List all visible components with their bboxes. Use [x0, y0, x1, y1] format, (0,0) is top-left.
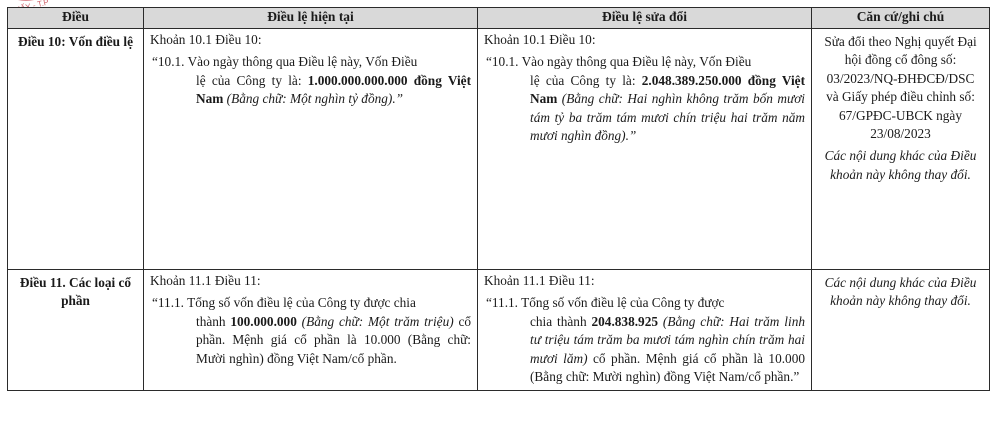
clause-heading: Khoản 11.1 Điều 11:	[150, 273, 261, 288]
clause-heading: Khoản 10.1 Điều 10:	[484, 32, 596, 47]
amended-text-cell	[478, 270, 812, 391]
clause-quote: “10.1. Vào ngày thông qua Điều lệ này, Vốn Điều lệ của Công ty là: 1.000.000.000.000 đồng Việt Nam (Bằng chữ: Một nghìn tỷ đồng).”	[152, 54, 471, 107]
clause-quote: “10.1. Vào ngày thông qua Điều lệ này, Vốn Điều lệ của Công ty là: 2.048.389.250.000 đồng Việt Nam (Bằng chữ: Hai nghìn không trăm bốn mươi tám tỷ ba trăm tám mươi chín triệu hai trăm năm mươi nghìn đồng).”	[486, 54, 805, 144]
clause-heading: Khoản 11.1 Điều 11:	[484, 273, 595, 288]
header-current-charter: Điều lệ hiện tại	[144, 8, 478, 29]
amount-in-words: (Bằng chữ: Hai trăm linh tư triệu tám trăm ba mươi tám nghìn chín trăm hai mươi lăm)	[530, 313, 805, 366]
current-text-cell	[144, 270, 478, 391]
basis-note-cell	[812, 29, 990, 270]
clause-quote: “11.1. Tổng số vốn điều lệ của Công ty được chia thành 204.838.925 (Bằng chữ: Hai trăm linh tư triệu tám trăm ba mươi tám nghìn chín trăm hai mươi lăm) cổ phần. Mệnh giá cổ phần là 10.000 (Bằng chữ: Mười nghìn) đồng Việt Nam/cổ phần.”	[486, 295, 805, 385]
table-row-article-10	[8, 29, 990, 270]
current-text-cell	[144, 29, 478, 270]
charter-capital-amount: 1.000.000.000.000 đồng Việt Nam	[196, 72, 471, 107]
amount-in-words: (Bằng chữ: Một trăm triệu)	[301, 313, 454, 329]
article-cell: Điều 11. Các loại cổ phần	[8, 270, 144, 391]
share-count: 100.000.000	[230, 313, 297, 329]
unchanged-note: Các nội dung khác của Điều khoản này không thay đổi.	[824, 148, 977, 182]
clause-quote: “11.1. Tổng số vốn điều lệ của Công ty được chia thành 100.000.000 (Bằng chữ: Một trăm triệu) cổ phần. Mệnh giá cổ phần là 10.000 (Bằng chữ: Mười nghìn) đồng Việt Nam/cổ phần.	[152, 295, 472, 366]
header-basis-note: Căn cứ/ghi chú	[812, 8, 990, 29]
charter-amendment-table	[7, 7, 990, 391]
share-count: 204.838.925	[591, 313, 658, 329]
header-article: Điều	[8, 8, 144, 29]
header-amended-charter: Điều lệ sửa đổi	[478, 8, 812, 29]
clause-heading: Khoản 10.1 Điều 10:	[150, 32, 262, 47]
article-cell: Điều 10: Vốn điều lệ	[8, 29, 144, 270]
unchanged-note: Các nội dung khác của Điều khoản này không thay đổi.	[824, 275, 977, 309]
amended-text-cell	[478, 29, 812, 270]
charter-capital-amount: 2.048.389.250.000 đồng Việt Nam	[530, 72, 805, 107]
amount-in-words: (Bằng chữ: Hai nghìn không trăm bốn mươi tám tỷ ba trăm tám mươi chín triệu hai trăm năm mươi nghìn đồng).”	[530, 91, 805, 144]
table-row-article-11	[8, 270, 990, 391]
basis-note-cell	[812, 270, 990, 391]
amount-in-words: (Bằng chữ: Một nghìn tỷ đồng).”	[226, 91, 404, 107]
table-header-row	[8, 8, 990, 29]
amendment-basis: Sửa đổi theo Nghị quyết Đại hội đồng cổ đông số: 03/2023/NQ-ĐHĐCĐ/DSC và Giấy phép điều chỉnh số: 67/GPĐC-UBCK ngày 23/08/2023	[824, 34, 977, 142]
